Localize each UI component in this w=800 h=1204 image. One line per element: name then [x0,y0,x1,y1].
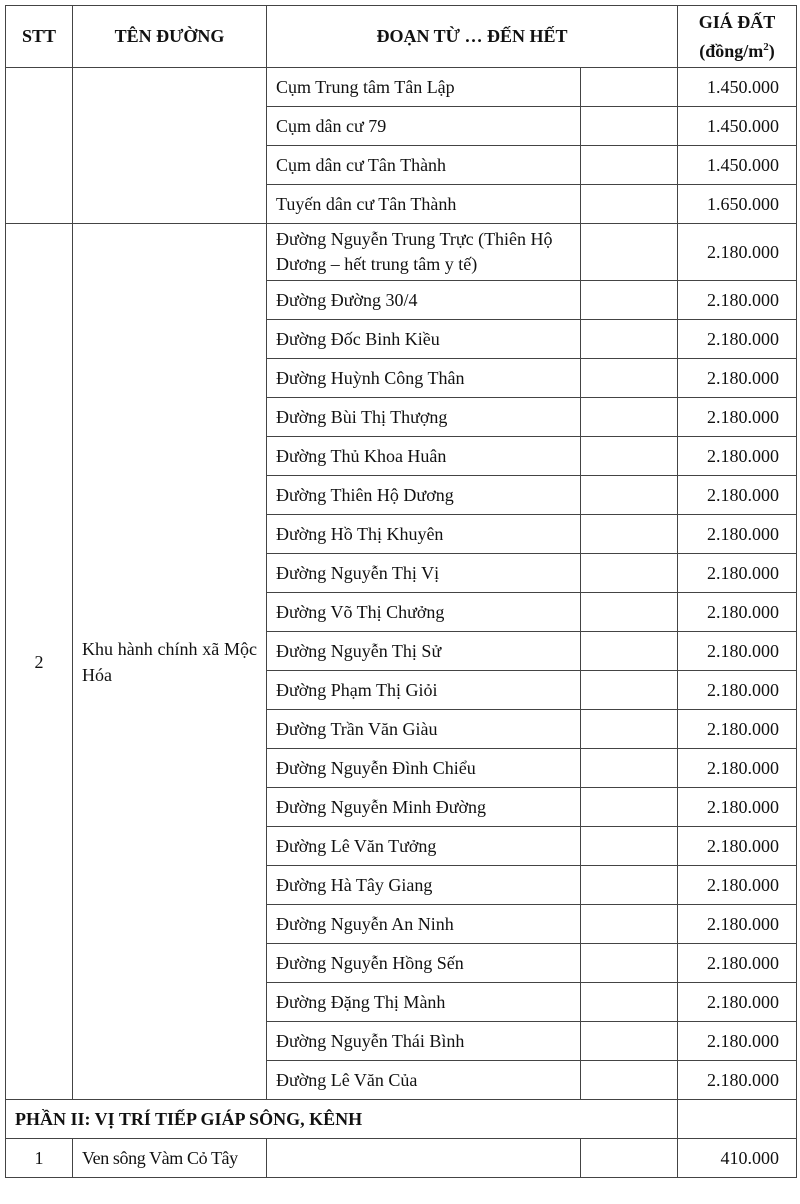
empty-cell [581,359,678,398]
table-row [6,1139,797,1178]
segment-cell [267,1139,581,1178]
empty-cell [581,146,678,185]
price-cell: 2.180.000 [678,437,797,476]
empty-cell [581,827,678,866]
segment-cell: Cụm Trung tâm Tân Lập [267,68,581,107]
empty-cell [581,593,678,632]
price-cell: 2.180.000 [678,905,797,944]
price-cell: 2.180.000 [678,749,797,788]
price-cell: 2.180.000 [678,866,797,905]
segment-cell: Đường Thiên Hộ Dương [267,476,581,515]
price-cell: 2.180.000 [678,710,797,749]
header-gia-dat [678,6,797,68]
table-row [6,224,797,281]
empty-cell [581,437,678,476]
empty-cell [581,749,678,788]
land-price-table [5,5,797,1178]
empty-cell [581,632,678,671]
price-cell: 2.180.000 [678,944,797,983]
segment-cell: Tuyến dân cư Tân Thành [267,185,581,224]
price-cell: 2.180.000 [678,554,797,593]
segment-cell: Đường Phạm Thị Giỏi [267,671,581,710]
empty-cell [581,866,678,905]
empty-cell [581,107,678,146]
empty-cell [581,320,678,359]
header-gia-dat-close: ) [768,40,775,61]
price-cell: 2.180.000 [678,983,797,1022]
segment-cell: Đường Nguyễn Hồng Sến [267,944,581,983]
price-cell: 2.180.000 [678,671,797,710]
segment-cell: Đường Huỳnh Công Thân [267,359,581,398]
segment-cell: Đường Nguyễn Trung Trực (Thiên Hộ Dương – hết trung tâm y tế) [267,224,581,281]
segment-cell: Đường Bùi Thị Thượng [267,398,581,437]
price-cell: 2.180.000 [678,359,797,398]
segment-cell: Đường Nguyễn Minh Đường [267,788,581,827]
price-cell: 2.180.000 [678,476,797,515]
price-cell: 2.180.000 [678,320,797,359]
price-cell: 1.450.000 [678,68,797,107]
header-ten-duong: TÊN ĐƯỜNG [73,6,267,68]
empty-cell [581,905,678,944]
empty-cell [581,554,678,593]
segment-cell: Đường Thủ Khoa Huân [267,437,581,476]
empty-cell [581,185,678,224]
table-body [6,68,797,1178]
empty-cell [581,710,678,749]
empty-cell [581,1061,678,1100]
empty-cell [581,281,678,320]
price-cell: 2.180.000 [678,224,797,281]
empty-cell [581,398,678,437]
segment-cell: Đường Đặng Thị Mành [267,983,581,1022]
price-cell: 410.000 [678,1139,797,1178]
empty-cell [581,476,678,515]
segment-cell: Đường Võ Thị Chưởng [267,593,581,632]
table-header-row [6,6,797,68]
header-gia-dat-unit: (đồng/m [699,40,764,61]
empty-cell [581,224,678,281]
road-name-cell [73,68,267,224]
price-cell: 2.180.000 [678,827,797,866]
segment-cell: Đường Nguyễn Thái Bình [267,1022,581,1061]
price-cell: 1.650.000 [678,185,797,224]
segment-cell: Đường Hà Tây Giang [267,866,581,905]
segment-cell: Đường Nguyễn Thị Sử [267,632,581,671]
price-cell: 2.180.000 [678,1061,797,1100]
header-gia-dat-sup: 2 [763,40,769,53]
price-cell: 2.180.000 [678,281,797,320]
header-gia-dat-title: GIÁ ĐẤT [698,11,776,32]
segment-cell: Đường Đốc Binh Kiều [267,320,581,359]
empty-cell [581,1022,678,1061]
segment-cell: Đường Lê Văn Tưởng [267,827,581,866]
segment-cell: Cụm dân cư Tân Thành [267,146,581,185]
price-cell: 2.180.000 [678,632,797,671]
stt-cell: 1 [6,1139,73,1178]
segment-cell: Đường Nguyễn Đình Chiểu [267,749,581,788]
stt-cell: 2 [6,224,73,1100]
empty-cell [581,983,678,1022]
price-cell: 2.180.000 [678,398,797,437]
segment-cell: Đường Nguyễn An Ninh [267,905,581,944]
price-cell: 2.180.000 [678,788,797,827]
segment-cell: Đường Nguyễn Thị Vị [267,554,581,593]
price-cell: 2.180.000 [678,1022,797,1061]
segment-cell: Đường Đường 30/4 [267,281,581,320]
empty-cell [581,944,678,983]
empty-cell [581,1139,678,1178]
stt-cell [6,68,73,224]
price-cell: 1.450.000 [678,107,797,146]
header-doan-tu: ĐOẠN TỪ … ĐẾN HẾT [267,6,678,68]
section-title: PHẦN II: VỊ TRÍ TIẾP GIÁP SÔNG, KÊNH [6,1100,678,1139]
segment-cell: Cụm dân cư 79 [267,107,581,146]
segment-cell: Đường Trần Văn Giàu [267,710,581,749]
empty-cell [678,1100,797,1139]
section-header-row [6,1100,797,1139]
price-cell: 2.180.000 [678,593,797,632]
price-cell: 2.180.000 [678,515,797,554]
segment-cell: Đường Hồ Thị Khuyên [267,515,581,554]
empty-cell [581,671,678,710]
price-cell: 1.450.000 [678,146,797,185]
segment-cell: Đường Lê Văn Của [267,1061,581,1100]
empty-cell [581,788,678,827]
empty-cell [581,68,678,107]
road-name-cell: Khu hành chính xã Mộc Hóa [73,224,267,1100]
empty-cell [581,515,678,554]
road-name-cell: Ven sông Vàm Cỏ Tây [73,1139,267,1178]
header-stt: STT [6,6,73,68]
table-row [6,68,797,107]
